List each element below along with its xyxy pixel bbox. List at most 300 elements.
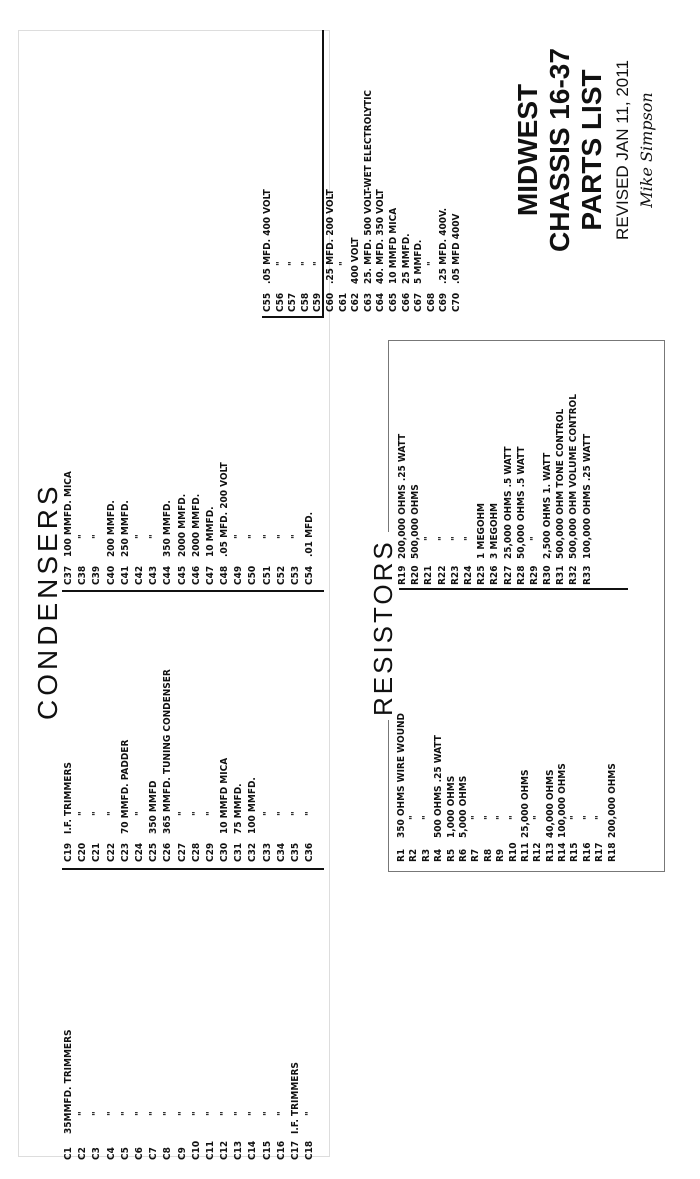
part-row	[147, 669, 161, 862]
part-description: .25 MFD. 400V.	[438, 207, 450, 284]
part-id: C42	[133, 565, 145, 585]
part-id: C46	[190, 565, 202, 585]
part-id: C70	[450, 292, 462, 312]
part-id: C38	[77, 565, 89, 585]
part-description: 40. MFD. 350 VOLT	[375, 189, 387, 284]
part-description: "	[408, 815, 420, 820]
signature: Mike Simpson	[637, 92, 656, 208]
part-description: "	[261, 534, 273, 539]
part-description: 10 MMFD.	[204, 506, 216, 557]
part-description: "	[462, 536, 474, 541]
part-id: C5	[119, 1147, 131, 1160]
part-row	[275, 90, 288, 312]
part-id: R18	[606, 842, 618, 862]
part-id: C3	[91, 1147, 103, 1160]
part-description: 100,000 OHMS	[557, 763, 569, 838]
part-id: C43	[148, 565, 160, 585]
part-id: R32	[568, 565, 580, 585]
part-id: C50	[247, 565, 259, 585]
part-description: 200,000 OHMS .25 WATT	[397, 433, 408, 559]
part-row	[470, 713, 482, 862]
part-id: R23	[449, 565, 461, 585]
part-id: C60	[324, 292, 336, 312]
part-id: C65	[387, 292, 399, 312]
part-description: "	[176, 1111, 188, 1116]
part-description: "	[204, 1111, 216, 1116]
part-description: "	[532, 815, 544, 820]
part-row	[289, 669, 303, 862]
part-description: "	[233, 534, 245, 539]
part-row	[119, 462, 133, 585]
part-id: C44	[162, 565, 174, 585]
part-row	[520, 713, 532, 862]
part-row	[176, 1030, 190, 1160]
part-row	[147, 1030, 161, 1160]
part-row	[421, 713, 433, 862]
part-id: C17	[290, 1140, 301, 1160]
part-row	[105, 1030, 119, 1160]
part-row	[62, 1030, 76, 1160]
part-id: C24	[133, 842, 145, 862]
part-row	[532, 713, 544, 862]
part-row	[495, 713, 507, 862]
part-row	[246, 669, 260, 862]
cond-divider-3	[262, 316, 324, 318]
part-row	[300, 90, 313, 312]
part-description: "	[247, 1111, 259, 1116]
part-id: C40	[105, 565, 117, 585]
part-description: "	[275, 534, 287, 539]
part-id: C29	[204, 842, 216, 862]
part-row	[433, 713, 445, 862]
part-id: R3	[420, 848, 432, 862]
part-id: R22	[436, 565, 448, 585]
part-description: "	[204, 811, 216, 816]
part-row	[607, 713, 619, 862]
part-description: "	[495, 815, 507, 820]
part-row	[413, 90, 426, 312]
part-row	[388, 90, 401, 312]
part-description: "	[569, 815, 581, 820]
part-id: C61	[337, 292, 349, 312]
part-description: "	[91, 534, 103, 539]
part-row	[190, 1030, 204, 1160]
revised-date: REVISED JAN 11, 2011	[613, 60, 632, 240]
part-description: 350 OHMS WIRE WOUND	[396, 712, 407, 838]
part-description: "	[261, 811, 273, 816]
part-row	[147, 462, 161, 585]
part-row	[594, 713, 606, 862]
part-row	[76, 462, 90, 585]
part-description: "	[190, 1111, 202, 1116]
part-id: C34	[275, 842, 287, 862]
chassis-title: CHASSIS 16-37	[544, 48, 575, 252]
part-id: R14	[557, 842, 569, 862]
part-description: "	[482, 815, 494, 820]
condensers-col1	[62, 1030, 317, 1160]
part-row	[275, 1030, 289, 1160]
part-row	[218, 669, 232, 862]
part-id: R11	[519, 842, 531, 862]
part-id: R29	[528, 565, 540, 585]
part-description: 50,000 OHMS .5 WATT	[515, 446, 527, 559]
part-row	[161, 1030, 175, 1160]
part-description: "	[233, 1111, 245, 1116]
part-row	[176, 462, 190, 585]
part-row	[408, 713, 420, 862]
part-description: 3 MEGOHM	[489, 502, 501, 559]
part-id: R13	[544, 842, 556, 862]
part-row	[261, 1030, 275, 1160]
part-id: C27	[176, 842, 188, 862]
part-row	[436, 394, 449, 585]
part-row	[275, 462, 289, 585]
part-id: C39	[91, 565, 103, 585]
part-row	[438, 90, 451, 312]
part-id: C32	[247, 842, 259, 862]
part-description: 100 MMFD. MICA	[63, 471, 74, 557]
part-id: R1	[396, 848, 407, 862]
part-row	[218, 1030, 232, 1160]
part-description: "	[425, 261, 437, 266]
part-description: "	[290, 811, 301, 816]
part-description: "	[133, 534, 145, 539]
condensers-col2	[62, 669, 317, 862]
cond-divider-2	[62, 590, 324, 592]
part-row	[363, 90, 376, 312]
part-id: C6	[133, 1147, 145, 1160]
condensers-col3	[62, 462, 317, 585]
part-row	[401, 90, 414, 312]
part-description: 500 OHMS .25 WATT	[433, 735, 445, 838]
part-row	[119, 669, 133, 862]
part-id: C67	[413, 292, 425, 312]
part-id: R21	[423, 565, 435, 585]
part-id: C48	[219, 565, 231, 585]
header-block	[512, 0, 658, 300]
part-description: .05 MFD. 400 VOLT	[262, 189, 273, 284]
part-description: 40,000 OHMS	[544, 769, 556, 838]
part-description: "	[105, 1111, 117, 1116]
part-id: C4	[105, 1147, 117, 1160]
part-id: C19	[63, 842, 74, 862]
part-id: R28	[515, 565, 527, 585]
part-row	[462, 394, 475, 585]
part-row	[246, 1030, 260, 1160]
part-row	[396, 713, 408, 862]
part-id: C21	[91, 842, 103, 862]
brand-title: MIDWEST	[512, 83, 543, 217]
part-id: R30	[542, 565, 554, 585]
part-id: C14	[247, 1140, 259, 1160]
part-description: .25 MFD. 200 VOLT	[324, 189, 336, 284]
part-row	[567, 394, 580, 585]
part-row	[133, 462, 147, 585]
part-description: "	[133, 1111, 145, 1116]
part-row	[312, 90, 325, 312]
part-description: "	[299, 261, 311, 266]
part-description: 2000 MMFD.	[190, 493, 202, 557]
part-description: "	[507, 815, 519, 820]
part-description: "	[91, 811, 103, 816]
part-description: 100,000 OHMS .25 WATT	[581, 433, 593, 559]
part-id: C54	[304, 565, 316, 585]
part-description: "	[436, 536, 448, 541]
part-description: "	[148, 534, 160, 539]
part-description: 5,000 OHMS	[457, 775, 469, 838]
part-row	[545, 713, 557, 862]
part-row	[475, 394, 488, 585]
part-id: R5	[445, 848, 457, 862]
part-description: "	[162, 1111, 174, 1116]
part-row	[190, 669, 204, 862]
part-description: "	[423, 536, 435, 541]
part-row	[554, 394, 567, 585]
part-row	[204, 462, 218, 585]
part-row	[502, 394, 515, 585]
part-row	[161, 462, 175, 585]
part-id: C37	[63, 565, 74, 585]
part-row	[569, 713, 581, 862]
part-id: C28	[190, 842, 202, 862]
part-id: C1	[63, 1147, 74, 1160]
part-description: .01 MFD.	[304, 511, 316, 557]
part-description: "	[274, 261, 286, 266]
part-description: "	[133, 811, 145, 816]
part-id: R8	[482, 848, 494, 862]
part-id: R12	[532, 842, 544, 862]
part-description: .05 MFD 400V	[450, 213, 462, 284]
part-id: C62	[350, 292, 362, 312]
part-description: 2,500 OHMS 1. WATT	[542, 452, 554, 559]
part-description: "	[105, 811, 117, 816]
part-row	[303, 462, 317, 585]
part-row	[508, 713, 520, 862]
part-row	[426, 90, 439, 312]
part-row	[446, 713, 458, 862]
part-id: R2	[408, 848, 420, 862]
part-id: C16	[275, 1140, 287, 1160]
part-id: C31	[233, 842, 245, 862]
part-description: "	[420, 815, 432, 820]
part-row	[204, 1030, 218, 1160]
part-description: "	[304, 1111, 316, 1116]
part-row	[541, 394, 554, 585]
part-id: C22	[105, 842, 117, 862]
part-description: "	[91, 1111, 103, 1116]
part-description: I.F. TRIMMERS	[63, 762, 74, 834]
part-row	[582, 713, 594, 862]
part-id: C58	[299, 292, 311, 312]
part-row	[303, 1030, 317, 1160]
part-id: R7	[470, 848, 482, 862]
part-description: "	[219, 1111, 231, 1116]
part-id: C51	[261, 565, 273, 585]
part-row	[289, 462, 303, 585]
part-id: R16	[581, 842, 593, 862]
part-description: 100 MMFD.	[247, 777, 259, 834]
part-description: "	[77, 1111, 89, 1116]
part-description: "	[77, 811, 89, 816]
part-row	[422, 394, 435, 585]
part-id: C56	[274, 292, 286, 312]
part-description: 500,000 OHM VOLUME CONTROL	[568, 394, 580, 559]
part-id: C25	[148, 842, 160, 862]
part-id: C41	[119, 565, 131, 585]
part-row	[204, 669, 218, 862]
part-description: 350 MMFD.	[162, 500, 174, 557]
part-description: 2000 MMFD.	[176, 493, 188, 557]
part-row	[232, 462, 246, 585]
part-id: R4	[433, 848, 445, 862]
part-row	[90, 669, 104, 862]
part-description: "	[312, 261, 324, 266]
part-id: R9	[495, 848, 507, 862]
part-row	[76, 669, 90, 862]
part-id: C63	[362, 292, 374, 312]
part-row	[261, 462, 275, 585]
part-id: C68	[425, 292, 437, 312]
part-id: C11	[204, 1140, 216, 1160]
part-row	[119, 1030, 133, 1160]
part-row	[218, 462, 232, 585]
part-row	[232, 669, 246, 862]
part-description: 1 MEGOHM	[476, 502, 488, 559]
part-row	[287, 90, 300, 312]
part-row	[190, 462, 204, 585]
part-description: 500,000 OHMS	[410, 484, 422, 559]
part-row	[289, 1030, 303, 1160]
part-description: "	[528, 536, 540, 541]
part-id: R26	[489, 565, 501, 585]
part-row	[488, 394, 501, 585]
part-id: C2	[77, 1147, 89, 1160]
part-row	[62, 669, 76, 862]
part-description: "	[275, 811, 287, 816]
part-row	[275, 669, 289, 862]
part-id: C53	[290, 565, 301, 585]
part-row	[515, 394, 528, 585]
part-description: 200,000 OHMS	[606, 763, 618, 838]
part-row	[133, 1030, 147, 1160]
part-description: "	[337, 261, 349, 266]
part-description: "	[77, 534, 89, 539]
part-description: 500,000 OHM TONE CONTROL	[555, 408, 567, 559]
part-row	[232, 1030, 246, 1160]
part-description: 25 MMFD.	[400, 233, 412, 284]
part-description: "	[287, 261, 299, 266]
part-id: C18	[304, 1140, 316, 1160]
part-description: 250 MMFD.	[119, 500, 131, 557]
part-row	[458, 713, 470, 862]
part-id: C45	[176, 565, 188, 585]
part-description: 35MMFD. TRIMMERS	[63, 1029, 74, 1134]
part-description: 25,000 OHMS .5 WATT	[502, 446, 514, 559]
part-id: C52	[275, 565, 287, 585]
part-description: "	[148, 1111, 160, 1116]
part-id: C26	[162, 842, 174, 862]
part-row	[449, 394, 462, 585]
part-id: C20	[77, 842, 89, 862]
part-description: "	[190, 811, 202, 816]
part-id: R20	[410, 565, 422, 585]
part-description: 5 MMFD.	[413, 239, 425, 284]
part-id: R10	[507, 842, 519, 862]
part-description: 25,000 OHMS	[519, 769, 531, 838]
part-row	[338, 90, 351, 312]
part-row	[62, 462, 76, 585]
part-row	[76, 1030, 90, 1160]
part-row	[303, 669, 317, 862]
part-row	[90, 462, 104, 585]
part-id: C59	[312, 292, 324, 312]
resistors-col1	[396, 713, 619, 862]
part-description: "	[581, 815, 593, 820]
part-id: C64	[375, 292, 387, 312]
part-description: 25. MFD. 500 VOLT-WET ELECTROLYTIC	[362, 89, 374, 284]
part-description: "	[594, 815, 606, 820]
part-description: 400 VOLT	[350, 237, 362, 284]
part-id: C66	[400, 292, 412, 312]
part-description: "	[290, 534, 301, 539]
part-row	[261, 669, 275, 862]
part-id: C36	[304, 842, 316, 862]
part-id: C35	[290, 842, 301, 862]
doc-title: PARTS LIST	[576, 69, 607, 231]
res-divider	[396, 588, 628, 590]
resistors-title: RESISTORS	[368, 532, 399, 720]
part-row	[246, 462, 260, 585]
part-id: C10	[190, 1140, 202, 1160]
part-description: 1,000 OHMS	[445, 775, 457, 838]
part-row	[176, 669, 190, 862]
part-id: R17	[594, 842, 606, 862]
part-row	[483, 713, 495, 862]
part-row	[90, 1030, 104, 1160]
part-id: C30	[219, 842, 231, 862]
part-row	[557, 713, 569, 862]
part-id: R19	[397, 565, 408, 585]
condensers-col4	[262, 90, 464, 312]
part-description: 365 MMFD. TUNING CONDENSER	[162, 669, 174, 834]
part-id: R31	[555, 565, 567, 585]
part-row	[105, 462, 119, 585]
part-row	[262, 90, 275, 312]
part-row	[375, 90, 388, 312]
part-id: R15	[569, 842, 581, 862]
cond-divider-1	[62, 868, 324, 870]
part-id: C33	[261, 842, 273, 862]
resistors-col2	[396, 394, 594, 585]
part-id: R6	[457, 848, 469, 862]
part-id: R24	[462, 565, 474, 585]
part-id: C49	[233, 565, 245, 585]
part-id: R27	[502, 565, 514, 585]
part-description: 10 MMFD MICA	[387, 207, 399, 284]
part-id: C7	[148, 1147, 160, 1160]
part-id: C8	[162, 1147, 174, 1160]
part-id: C23	[119, 842, 131, 862]
part-row	[581, 394, 594, 585]
part-id: C57	[287, 292, 299, 312]
part-row	[451, 90, 464, 312]
part-description: "	[119, 1111, 131, 1116]
part-row	[133, 669, 147, 862]
part-description: "	[470, 815, 482, 820]
part-id: R33	[581, 565, 593, 585]
part-description: I.F. TRIMMERS	[290, 1062, 301, 1134]
part-description: 75 MMFD.	[233, 783, 245, 834]
